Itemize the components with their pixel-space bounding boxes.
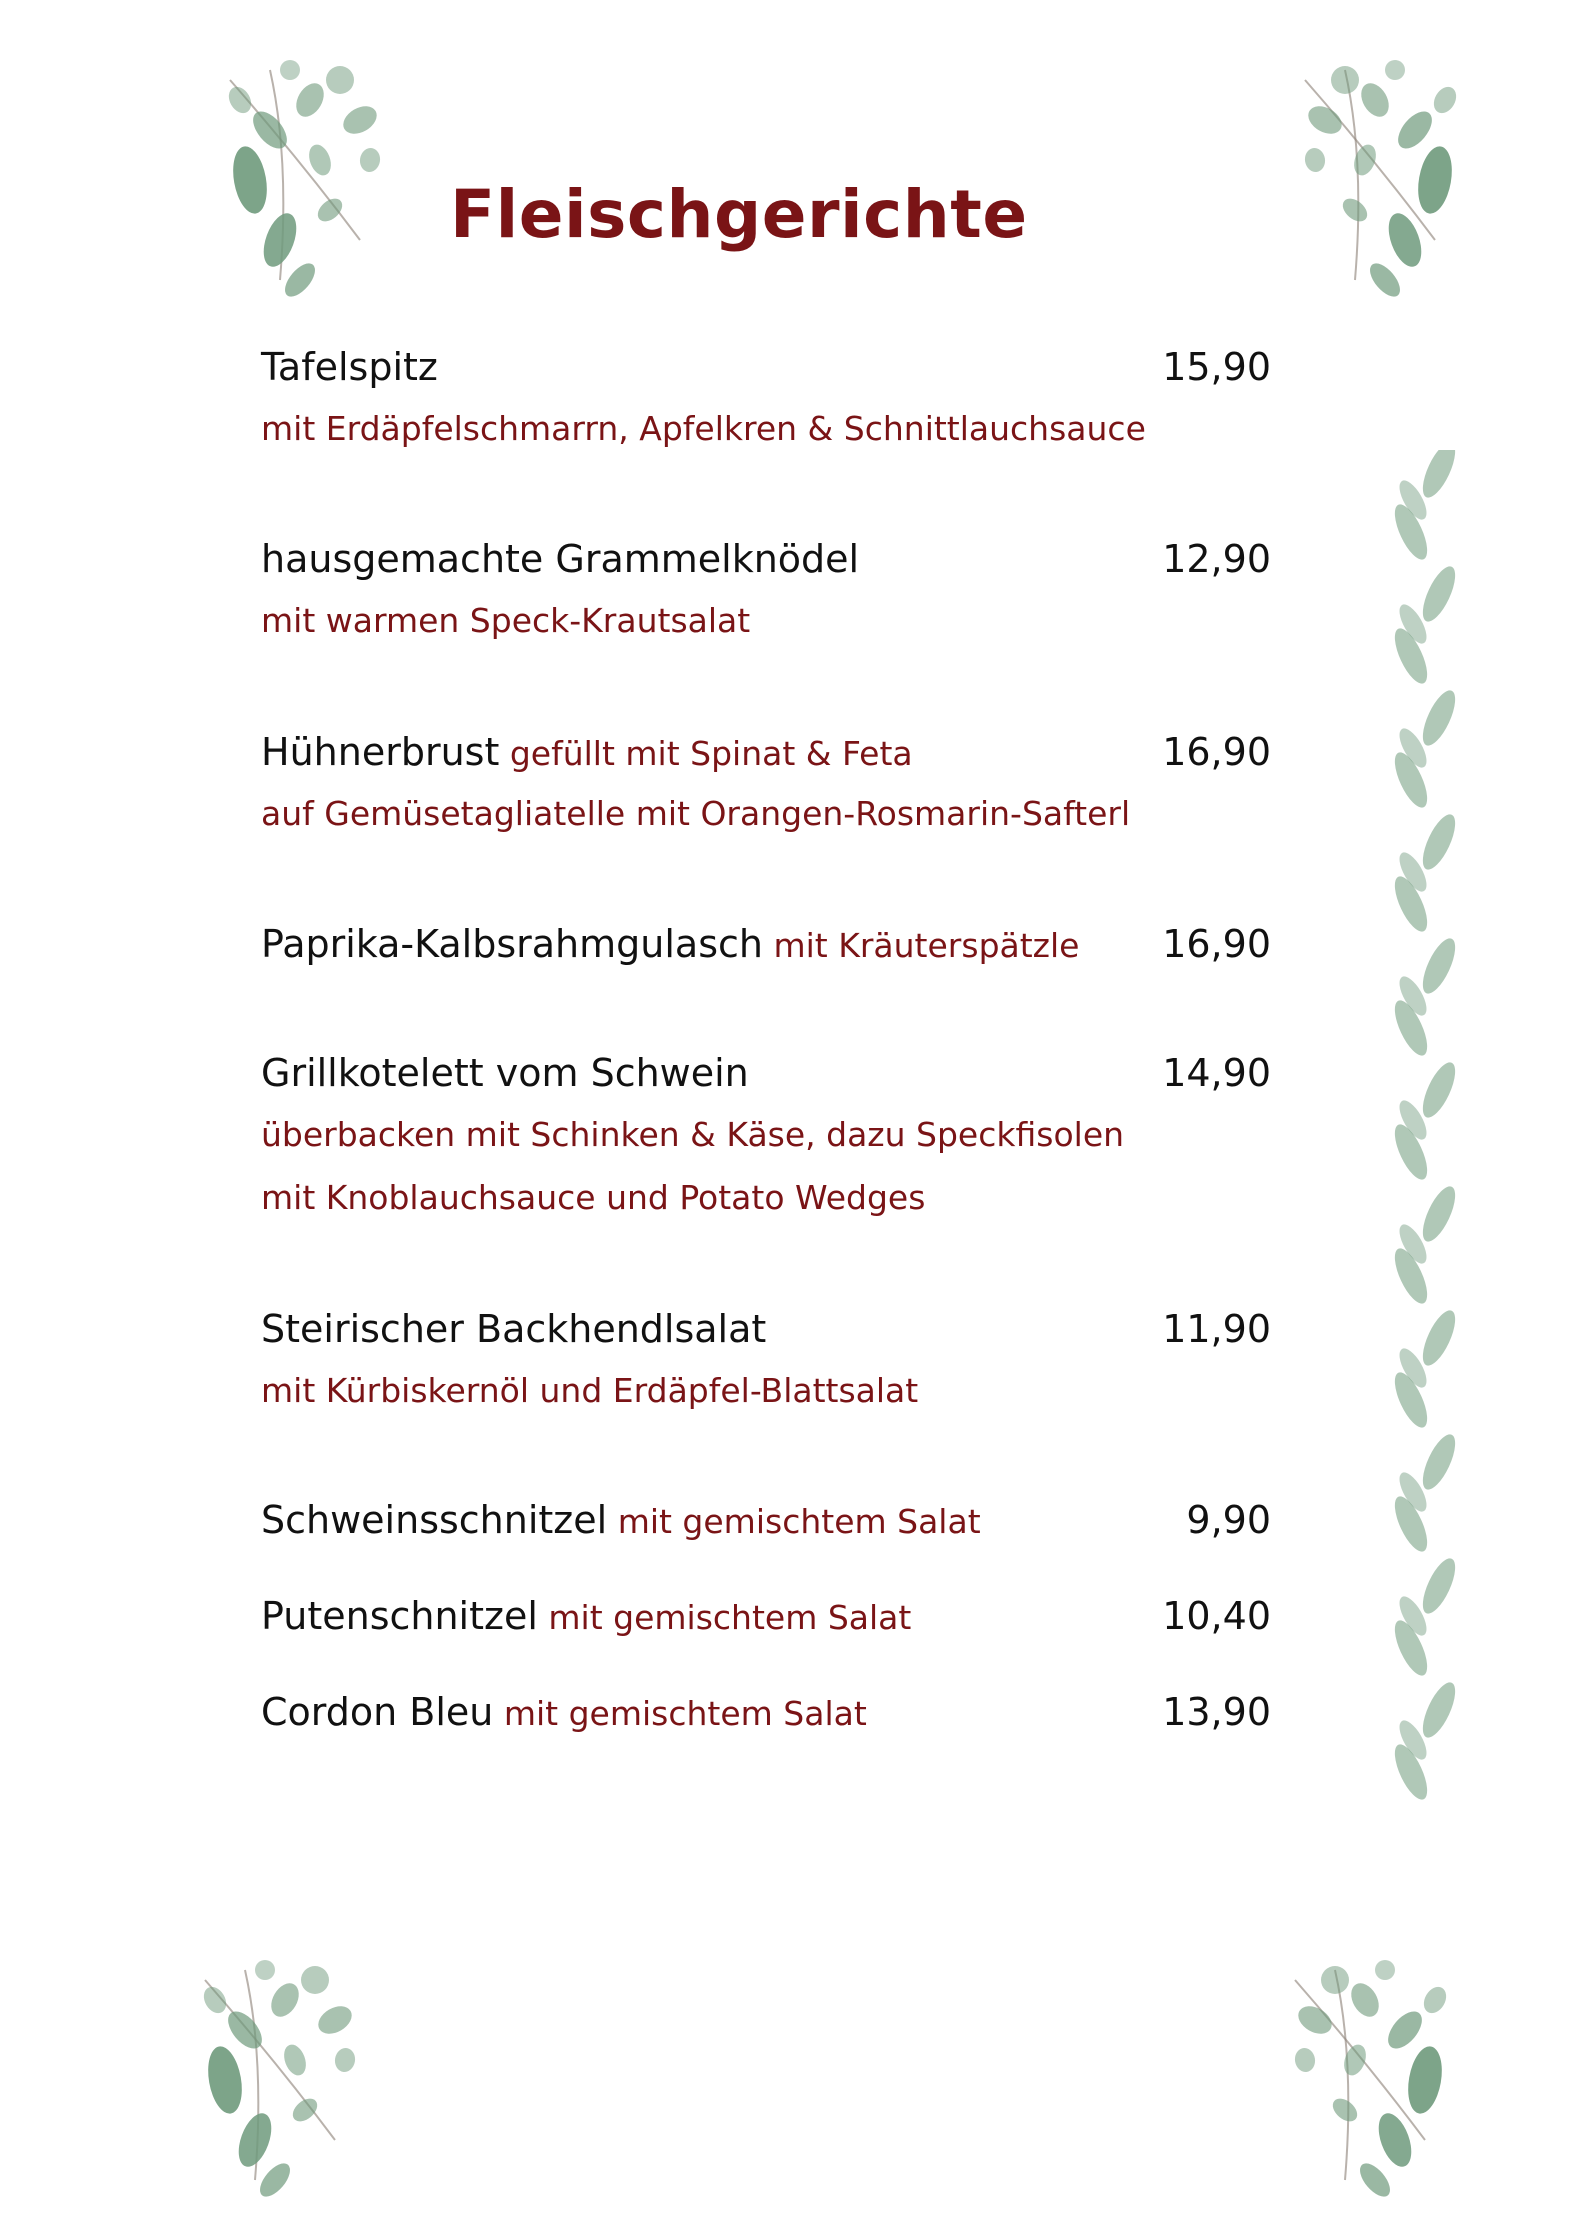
dish-name: Tafelspitz: [261, 345, 438, 389]
dish-inline-description: mit gemischtem Salat: [607, 1502, 981, 1541]
menu-item-heading: [261, 1594, 911, 1638]
eucalyptus-icon-top-left: [210, 40, 400, 300]
dish-name: Cordon Bleu: [261, 1690, 494, 1734]
menu-item-heading: [261, 1498, 981, 1542]
menu-item-heading: [261, 345, 438, 389]
dish-description: mit warmen Speck-Krautsalat: [261, 601, 751, 640]
eucalyptus-icon-bottom-left: [180, 1940, 380, 2200]
dish-description: überbacken mit Schinken & Käse, dazu Speckfisolen: [261, 1115, 1125, 1154]
eucalyptus-icon-top-right: [1280, 40, 1480, 300]
dish-price: 11,90: [1162, 1307, 1271, 1351]
dish-inline-description: mit gemischtem Salat: [493, 1694, 867, 1733]
dish-price: 12,90: [1162, 537, 1271, 581]
dish-price: 10,40: [1162, 1594, 1271, 1638]
dish-name: Hühnerbrust: [261, 730, 500, 774]
dish-name: Schweinsschnitzel: [261, 1498, 608, 1542]
dish-inline-description: mit gemischtem Salat: [537, 1598, 912, 1637]
dish-description: mit Erdäpfelschmarrn, Apfelkren & Schnittlauchsauce: [261, 409, 1146, 448]
menu-item-heading: [261, 1051, 749, 1095]
dish-name: hausgemachte Grammelknödel: [261, 537, 860, 581]
dish-name: Putenschnitzel: [261, 1594, 538, 1638]
page-title: Fleischgerichte: [450, 176, 1028, 253]
dish-inline-description: mit Kräuterspätzle: [762, 926, 1080, 965]
leaf-vine-icon-right: [1370, 450, 1480, 1800]
dish-price: 16,90: [1162, 730, 1271, 774]
dish-name: Grillkotelett vom Schwein: [261, 1051, 749, 1095]
menu-item-heading: [261, 537, 859, 581]
dish-price: 9,90: [1186, 1498, 1271, 1542]
dish-name: Paprika-Kalbsrahmgulasch: [261, 922, 763, 966]
dish-price: 15,90: [1162, 345, 1271, 389]
dish-price: 13,90: [1162, 1690, 1271, 1734]
dish-description: mit Knoblauchsauce und Potato Wedges: [261, 1178, 926, 1217]
dish-description: mit Kürbiskernöl und Erdäpfel-Blattsalat: [261, 1371, 919, 1410]
eucalyptus-icon-bottom-right: [1270, 1940, 1470, 2200]
dish-inline-description: gefüllt mit Spinat & Feta: [499, 734, 913, 773]
dish-description: auf Gemüsetagliatelle mit Orangen-Rosmarin-Safterl: [261, 794, 1131, 833]
dish-price: 14,90: [1162, 1051, 1271, 1095]
dish-price: 16,90: [1162, 922, 1271, 966]
menu-item-heading: [261, 922, 1079, 966]
dish-name: Steirischer Backhendlsalat: [261, 1307, 767, 1351]
menu-item-heading: [261, 1690, 867, 1734]
menu-item-heading: [261, 730, 913, 774]
menu-item-heading: [261, 1307, 766, 1351]
